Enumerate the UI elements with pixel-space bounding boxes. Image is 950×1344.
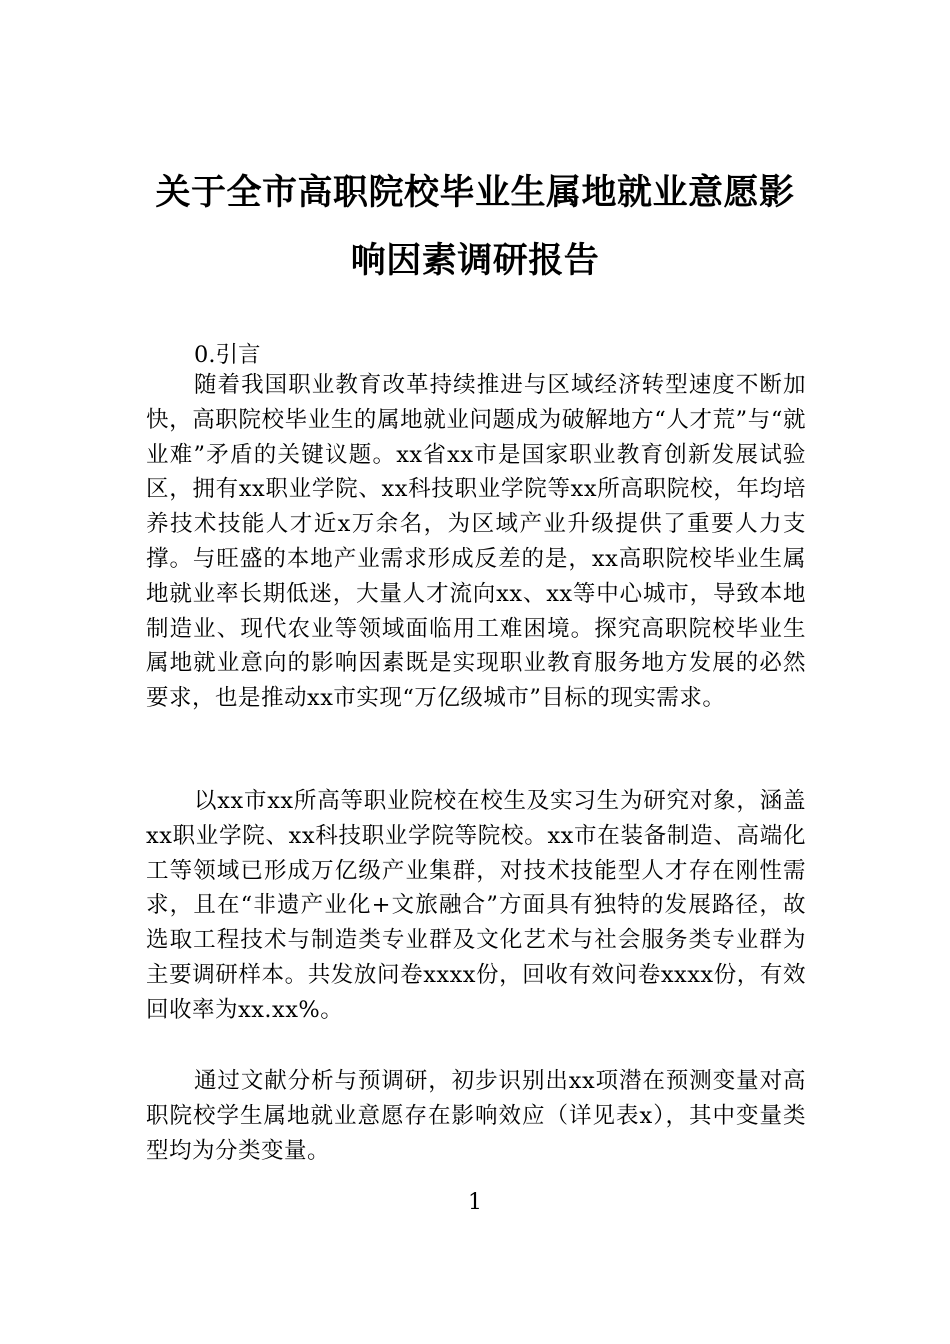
paragraph-research-subjects: 以xx市xx所高等职业院校在校生及实习生为研究对象，涵盖xx职业学院、xx科技职业学院等院校。xx市在装备制造、高端化工等领域已形成万亿级产业集群，对技术技能型人才存在刚性需求，且在“非遗产业化+文旅融合”方面具有独特的发展路径，故选取工程技术与制造类专业群及文化艺术与社会服务类专业群为主要调研样本。共发放问卷xxxx份，回收有效问卷xxxx份，有效回收率为xx.xx%。 xyxy=(146,788,806,1023)
paragraph-variables: 通过文献分析与预调研，初步识别出xx项潜在预测变量对高职院校学生属地就业意愿存在影响效应（详见表x），其中变量类型均为分类变量。 xyxy=(146,1068,806,1164)
document-title-line-1: 关于全市高职院校毕业生属地就业意愿影 xyxy=(155,173,795,213)
document-title-line-2: 响因素调研报告 xyxy=(350,241,600,281)
page-number: 1 xyxy=(468,1190,482,1215)
section-heading: 0.引言 xyxy=(194,342,261,368)
paragraph-introduction: 随着我国职业教育改革持续推进与区域经济转型速度不断加快，高职院校毕业生的属地就业问题成为破解地方“人才荒”与“就业难”矛盾的关键议题。xx省xx市是国家职业教育创新发展试验区，拥有xx职业学院、xx科技职业学院等xx所高职院校，年均培养技术技能人才近x万余名，为区域产业升级提供了重要人力支撑。与旺盛的本地产业需求形成反差的是，xx高职院校毕业生属地就业率长期低迷，大量人才流向xx、xx等中心城市，导致本地制造业、现代农业等领域面临用工难困境。探究高职院校毕业生属地就业意向的影响因素既是实现职业教育服务地方发展的必然要求，也是推动xx市实现“万亿级城市”目标的现实需求。 xyxy=(146,372,806,712)
